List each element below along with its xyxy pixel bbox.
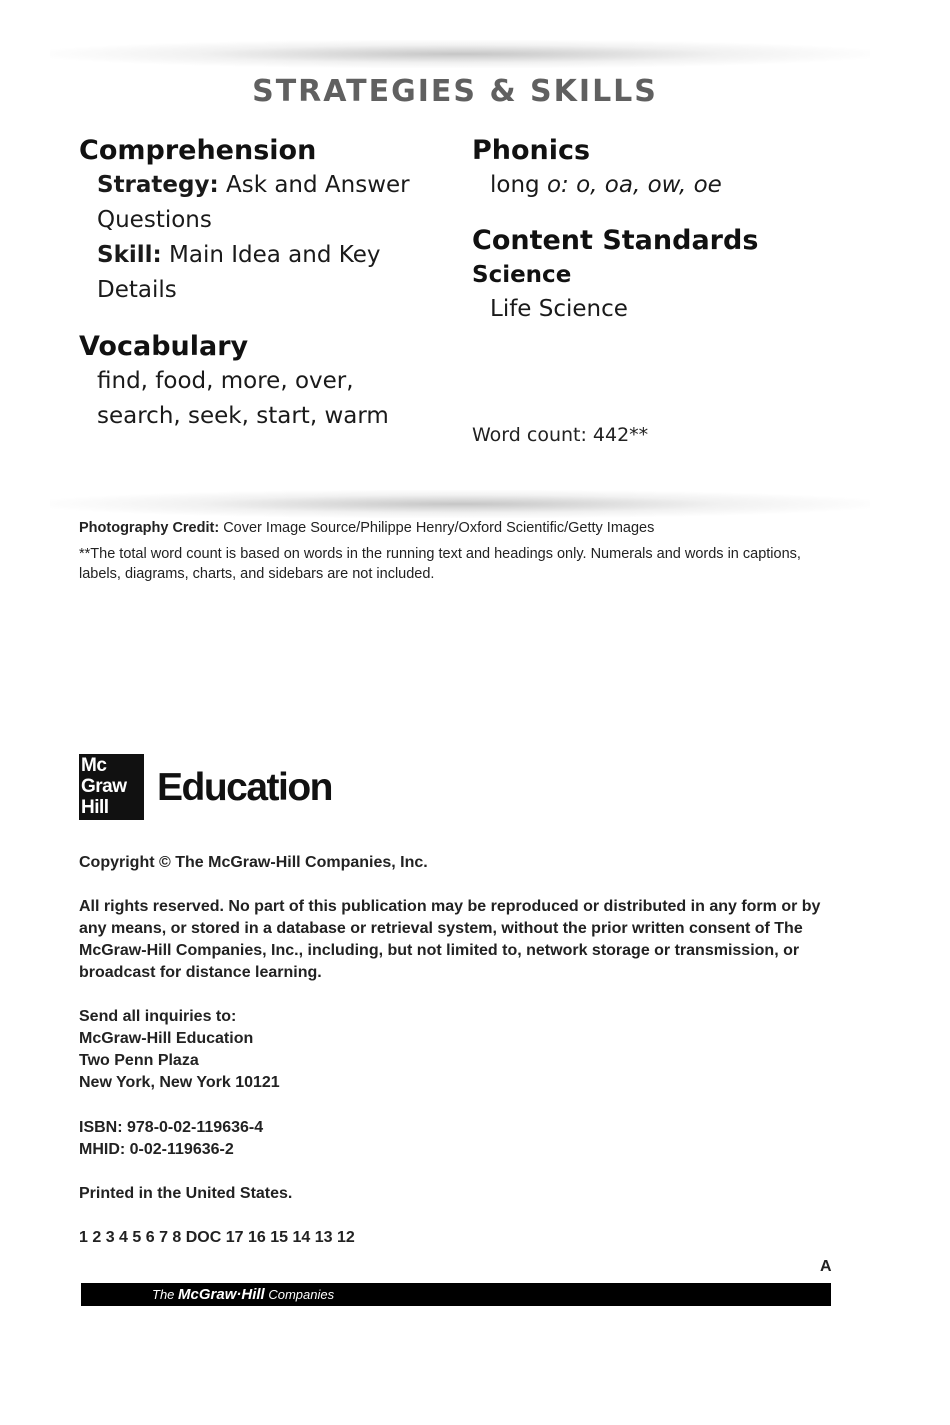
phonics-prefix: long <box>490 172 540 198</box>
inquiries-block <box>79 1006 839 1094</box>
photo-credit <box>79 520 839 536</box>
mcgraw-hill-logo <box>79 754 144 820</box>
mhid-line: MHID: 0-02-119636-2 <box>79 1141 234 1158</box>
inquiries-line-2: McGraw-Hill Education <box>79 1030 254 1047</box>
skill-line <box>79 238 454 273</box>
logo-line-hill: Hill <box>81 797 109 818</box>
footer-the: The <box>152 1287 175 1302</box>
inquiries-line-4: New York, New York 10121 <box>79 1074 280 1091</box>
phonics-sounds: o: o, oa, ow, oe <box>546 172 722 198</box>
strategy-value-cont: Questions <box>97 207 212 233</box>
inquiries-line-1: Send all inquiries to: <box>79 1008 237 1025</box>
skill-label: Skill: <box>97 242 162 268</box>
logo-line-graw: Graw <box>81 776 127 797</box>
content-standards-heading: Content Standards <box>472 225 759 256</box>
phonics-line <box>472 168 892 203</box>
footer-brand <box>152 1286 334 1303</box>
left-column <box>79 134 454 434</box>
print-number-line: 1 2 3 4 5 6 7 8 DOC 17 16 15 14 13 12 <box>79 1229 355 1246</box>
inquiries-line-3: Two Penn Plaza <box>79 1052 199 1069</box>
strategy-label: Strategy: <box>97 172 219 198</box>
strategy-value: Ask and Answer <box>225 172 410 198</box>
bottom-shadow-rule <box>50 490 870 518</box>
strategy-line <box>79 168 454 203</box>
footer-bar <box>81 1283 831 1306</box>
phonics-heading: Phonics <box>472 135 591 166</box>
content-standards-subject: Science <box>472 262 572 288</box>
logo-line-mc: Mc <box>81 755 107 776</box>
page-title: STRATEGIES & SKILLS <box>252 74 658 109</box>
vocabulary-line-2: search, seek, start, warm <box>97 403 389 429</box>
comprehension-heading: Comprehension <box>79 135 317 166</box>
page-letter: A <box>820 1258 832 1275</box>
vocabulary-line-1: find, food, more, over, <box>97 368 354 394</box>
skill-value-cont: Details <box>97 277 177 303</box>
word-count-note: **The total word count is based on words in the running text and headings only. Numerals and words in captions, labels, diagrams, charts, and sidebars are not included. <box>79 546 801 582</box>
content-standards-topic: Life Science <box>490 296 628 322</box>
right-column <box>472 134 892 327</box>
footer-brand-name: McGraw·Hill <box>178 1286 265 1303</box>
vocabulary-heading: Vocabulary <box>79 331 249 362</box>
photo-credit-label: Photography Credit: <box>79 520 220 536</box>
rights-paragraph: All rights reserved. No part of this publication may be reproduced or distributed in any form or by any means, or stored in a database or retrieval system, without the prior written consent of The McGraw-Hill Companies, Inc., including, but not limited to, network storage or transmission, or broadcast for distance learning. <box>79 898 821 981</box>
printed-line: Printed in the United States. <box>79 1185 293 1202</box>
photo-credit-text: Cover Image Source/Philippe Henry/Oxford Scientific/Getty Images <box>223 520 655 536</box>
skill-value: Main Idea and Key <box>169 242 381 268</box>
word-count: Word count: 442** <box>472 424 649 446</box>
isbn-line: ISBN: 978-0-02-119636-4 <box>79 1119 264 1136</box>
isbn-block <box>79 1117 839 1161</box>
footer-companies: Companies <box>268 1287 335 1302</box>
copyright-line: Copyright © The McGraw-Hill Companies, Inc. <box>79 854 428 871</box>
top-shadow-rule <box>50 40 870 68</box>
logo-education-word: Education <box>157 766 333 809</box>
